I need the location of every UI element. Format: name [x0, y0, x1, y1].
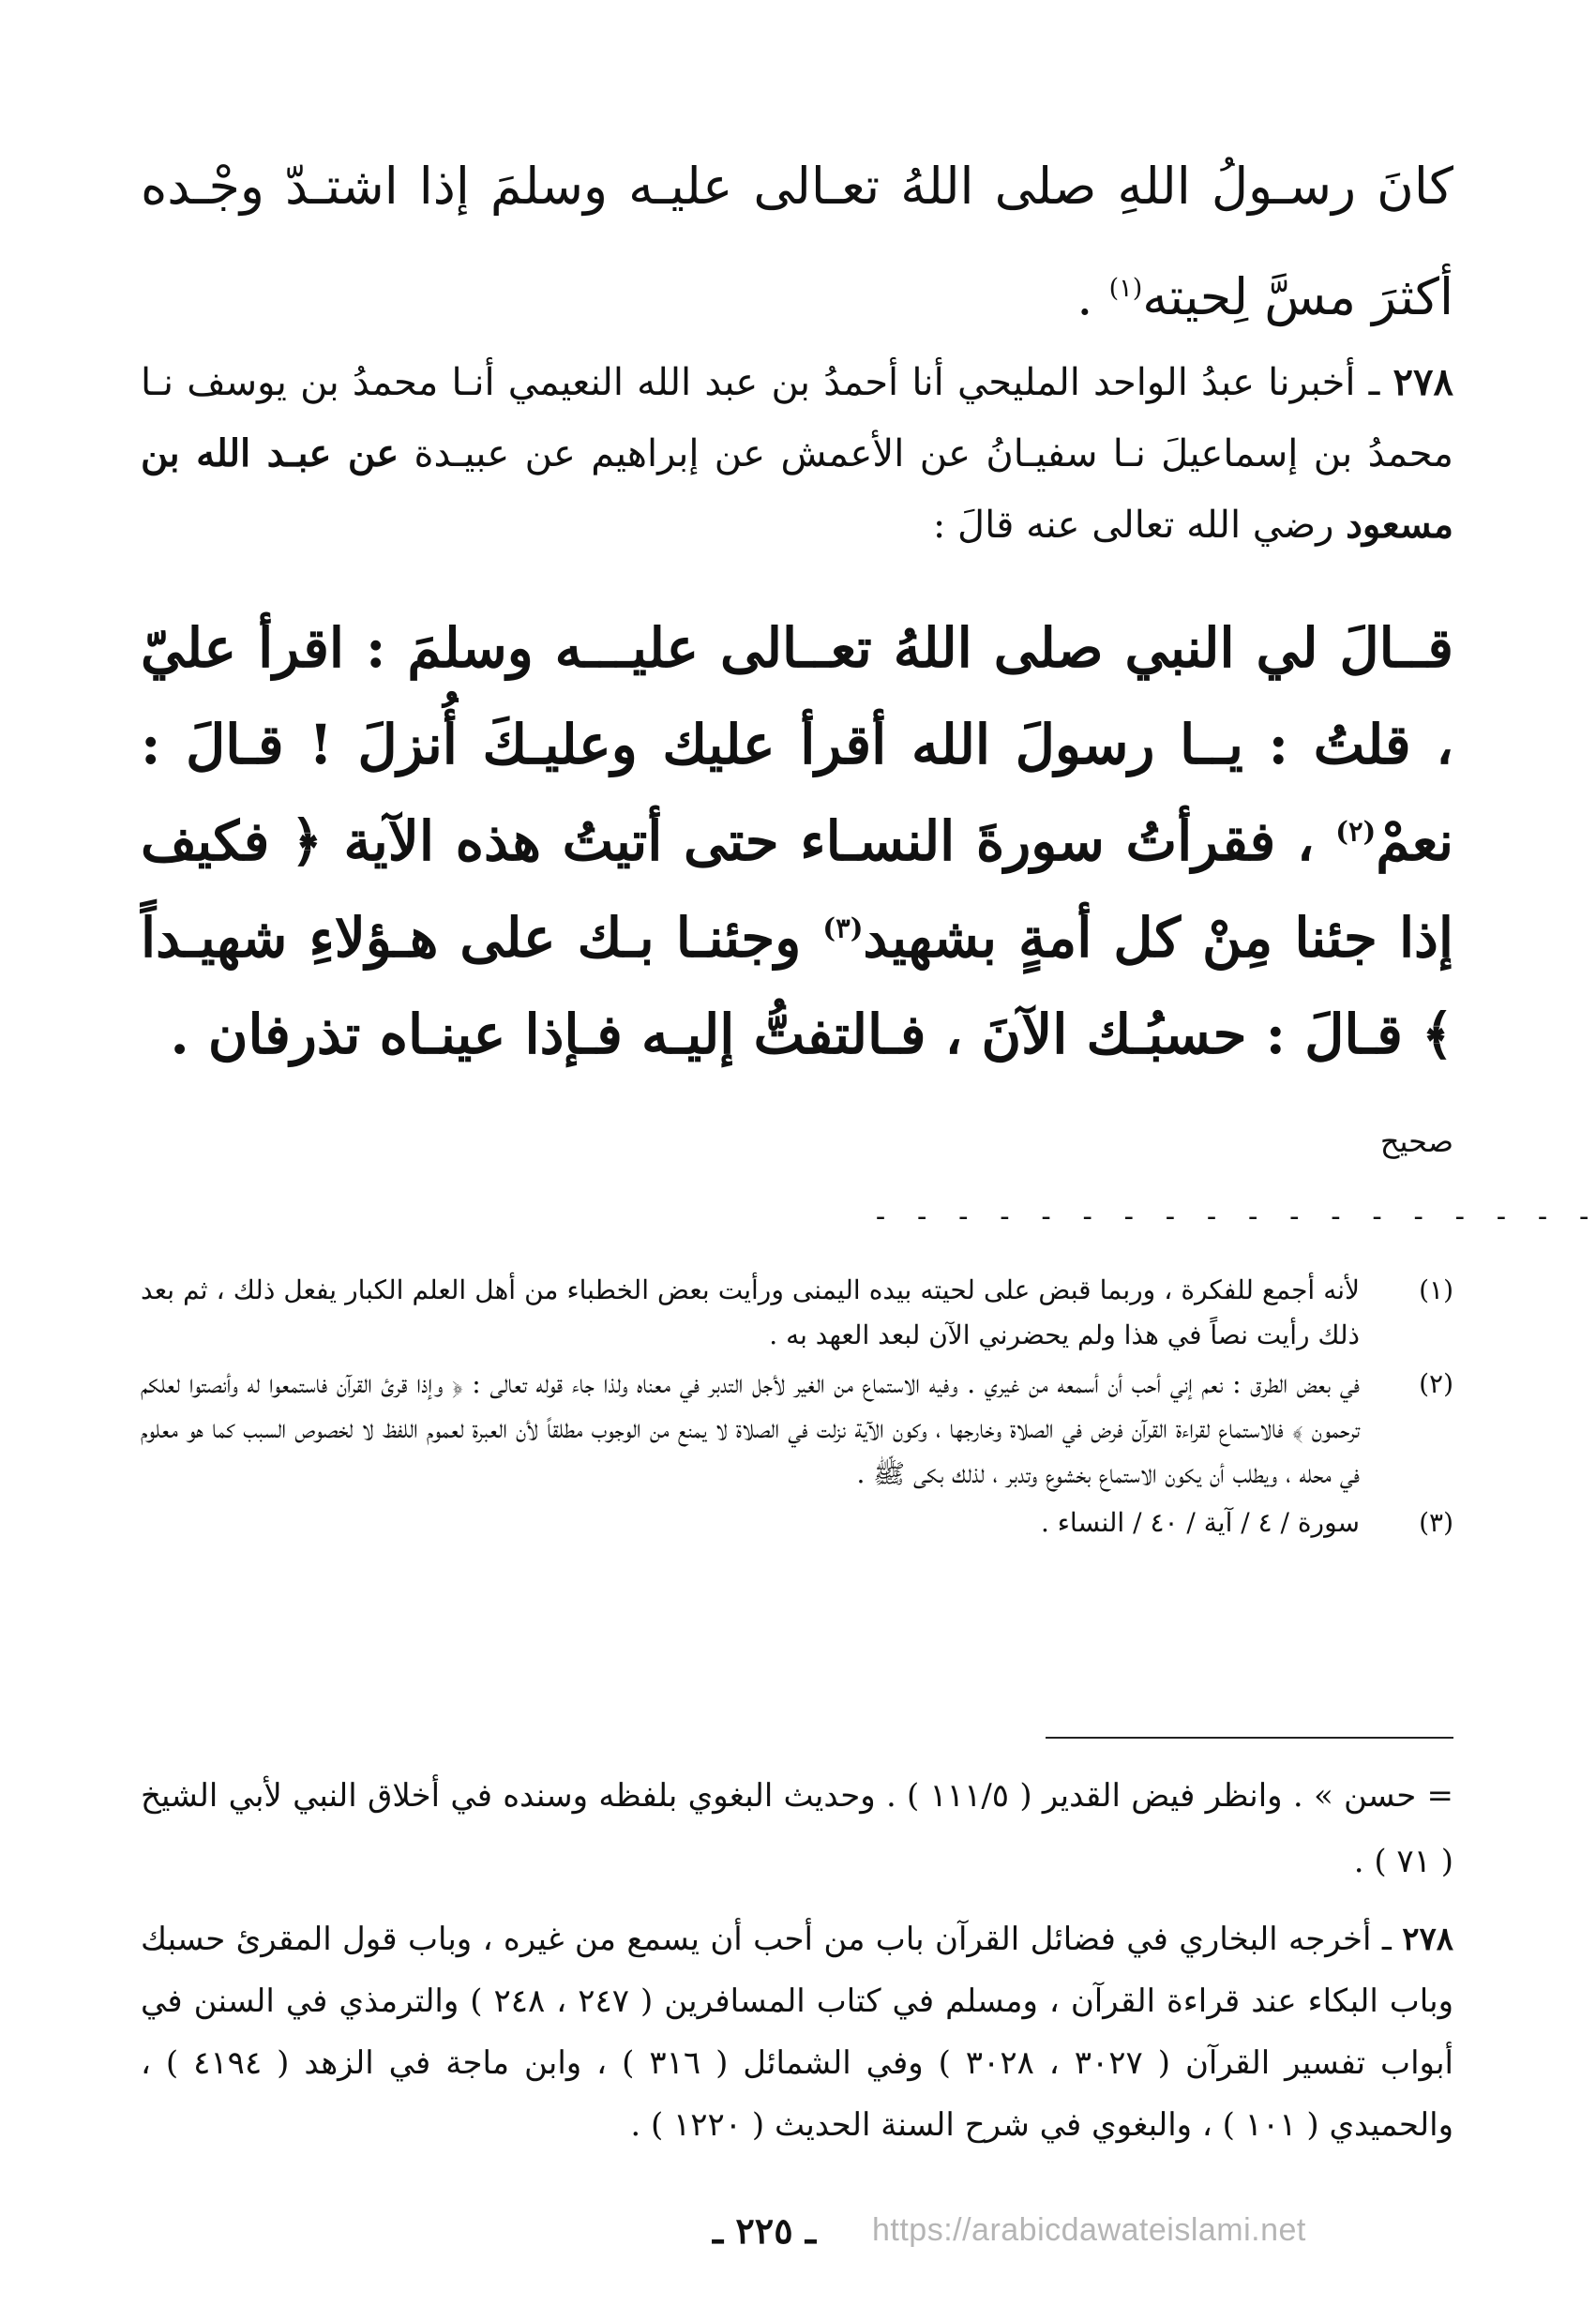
previous-note-continuation: = حسن » . وانظر فيض القدير ( ١١١/٥ ) . وحديث البغوي بلفظه وسنده في أخلاق النبي لأبي الشيخ ( ٧١ ) .: [141, 1777, 1453, 1880]
footnote-number: (١): [1419, 1274, 1453, 1305]
footnote-ref-1: (١): [1108, 274, 1143, 303]
matn-part-3: وجئنـا بـك على هـؤلاءِ شهيـداً ﴾ قـالَ : حسبُـك الآنَ ، فـالتفتُّ إليـه فـإذا عينـاه تذرفان .: [141, 906, 1453, 1066]
footnote-text: لأنه أجمع للفكرة ، وربما قبض على لحيته بيده اليمنى ورأيت بعض الخطباء من أهل العلم الكبار يفعل ذلك ، ثم بعد ذلك رأيت نصاً في هذا ولم يحضرني الآن لبعد العهد به .: [141, 1274, 1360, 1350]
footnote-ref-3: (٣): [822, 912, 864, 944]
footnote-1: [141, 1268, 1453, 1358]
footnotes: [141, 1268, 1453, 1549]
takhrij-number: ٢٧٨: [1402, 1921, 1453, 1958]
isnad-text: ـ أخبرنا عبدُ الواحد المليحي أنا أحمدُ بن عبد الله النعيمي أنـا محمدُ بن يوسف نـا محمدُ بن إسماعيلَ نـا سفيـانُ عن الأعمش عن إبراهيم عن عبيـدة: [141, 361, 1453, 475]
isnad-tail: رضي الله تعالى عنه قالَ :: [932, 504, 1347, 547]
matn-part-2: ، فقرأتُ سورةَ النسـاء حتى أتيتُ هذه الآية ﴿ فكيف إذا جئنا مِنْ كل أمةٍ بشهيد: [141, 809, 1453, 970]
footnote-ref-2: (٢): [1335, 815, 1377, 848]
footnote-number: (٣): [1419, 1507, 1453, 1538]
footnote-text: سورة / ٤ / آية / ٤٠ / النساء .: [1040, 1507, 1360, 1538]
intro-text: كانَ رسـولُ اللهِ صلى اللهُ تعـالى عليـه وسلمَ إذا اشتـدّ وجْـده أكثرَ مسَّ لِحيته: [141, 157, 1454, 326]
hadith-matn: [141, 600, 1453, 1083]
matn-part-1: قــالَ لي النبي صلى اللهُ تعــالى عليـــه وسلمَ : اقرأ عليّ ، قلتُ : يــا رسولَ الله أقرأ عليك وعليـكَ أُنزلَ ! قـالَ : نعمْ: [141, 616, 1453, 873]
hadith-number: ٢٧٨: [1393, 360, 1453, 404]
footnote-3: [141, 1500, 1453, 1545]
horizontal-rule: [1046, 1737, 1453, 1739]
takhrij-paragraph: [141, 1908, 1453, 2156]
page-footer: [713, 2202, 1482, 2258]
footnote-text: في بعض الطرق : نعم إني أحب أن أسمعه من غيري . وفيه الاستماع من الغير لأجل التدبر في معناه ولذا جاء قوله تعالى : ﴿ وإذا قرئ القرآن فاستمعوا له وأنصتوا لعلكم ترحمون ﴾ فالاستماع لقراءة القرآن فرض في الصلاة وخارجها ، وكون الآية نزلت في الصلاة لا يمنع من الوجوب مطلقاً لأن العبرة لعموم اللفظ لا لخصوص السبب كما هو معلوم في محله ، ويطلب أن يكون الاستماع بخشوع وتدبر ، لذلك بكى ﷺ .: [141, 1368, 1360, 1489]
footnote-2: [141, 1362, 1453, 1497]
hadith-grade: صحيح: [1379, 1123, 1453, 1159]
intro-tail: .: [1077, 267, 1109, 326]
takhrij-text: ـ أخرجه البخاري في فضائل القرآن باب من أحب أن يسمع من غيره ، وباب قول المقرئ حسبك وباب البكاء عند قراءة القرآن ، ومسلم في كتاب المسافرين ( ٢٤٧ ، ٢٤٨ ) والترمذي في السنن في أبواب تفسير القرآن ( ٣٠٢٧ ، ٣٠٢٨ ) وفي الشمائل ( ٣١٦ ) ، وابن ماجة في الزهد ( ٤١٩٤ ) ، والحميدي ( ١٠١ ) ، والبغوي في شرح السنة الحديث ( ١٢٢٠ ) .: [141, 1921, 1453, 2144]
hadith-isnad: [141, 347, 1453, 561]
footnote-number: (٢): [1419, 1368, 1453, 1399]
isnad-companion: عن عبـد الله بن مسعود: [141, 431, 1453, 547]
watermark-url: https://arabicdawateislami.net: [871, 2211, 1306, 2248]
page-number: ـ ٢٢٥ ـ: [713, 2208, 816, 2252]
intro-paragraph: [141, 131, 1453, 353]
footnote-separator: - - - - - - - - - - - - - - - - - -: [872, 1200, 1596, 1233]
